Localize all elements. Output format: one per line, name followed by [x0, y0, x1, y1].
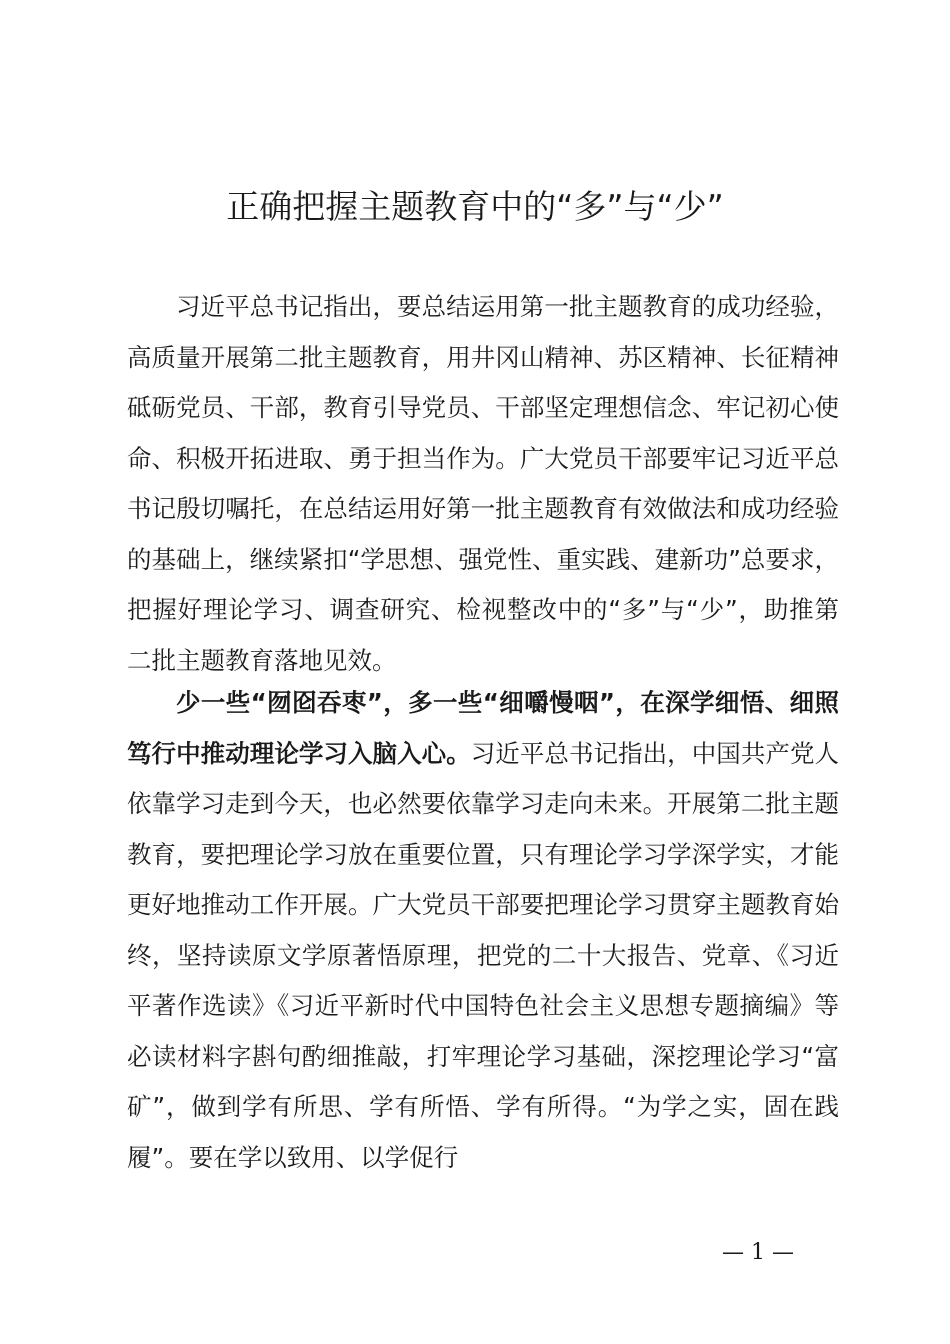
paragraph-2-bold-lead: 少一些“囫囵吞枣”，多一些“细嚼慢咽”，在深学细悟、细照笃行中推动理论学习入脑入心。 [127, 688, 839, 768]
body-paragraph-2 [127, 678, 839, 1183]
paragraph-2-text: 习近平总书记指出，中国共产党人依靠学习走到今天，也必然要依靠学习走向未来。开展第二批主题教育，要把理论学习放在重要位置，只有理论学习学深学实，才能更好地推动工作开展。广大党员干部要把理论学习贯穿主题教育始终，坚持读原文学原著悟原理，把党的二十大报告、党章、《习近平著作选读》《习近平新时代中国特色社会主义思想专题摘编》等必读材料字斟句酌细推敲，打牢理论学习基础，深挖理论学习“富矿”，做到学有所思、学有所悟、学有所得。“为学之实，固在践履”。要在学以致用、以学促行 [127, 738, 839, 1172]
document-title: 正确把握主题教育中的“多”与“少” [226, 187, 724, 226]
body-paragraph-1 [127, 282, 839, 686]
page-number: — 1 — [722, 1240, 794, 1265]
paragraph-1-text: 习近平总书记指出，要总结运用第一批主题教育的成功经验，高质量开展第二批主题教育，用井冈山精神、苏区精神、长征精神砥砺党员、干部，教育引导党员、干部坚定理想信念、牢记初心使命、积极开拓进取、勇于担当作为。广大党员干部要牢记习近平总书记殷切嘱托，在总结运用好第一批主题教育有效做法和成功经验的基础上，继续紧扣“学思想、强党性、重实践、建新功”总要求，把握好理论学习、调查研究、检视整改中的“多”与“少”，助推第二批主题教育落地见效。 [127, 292, 839, 675]
